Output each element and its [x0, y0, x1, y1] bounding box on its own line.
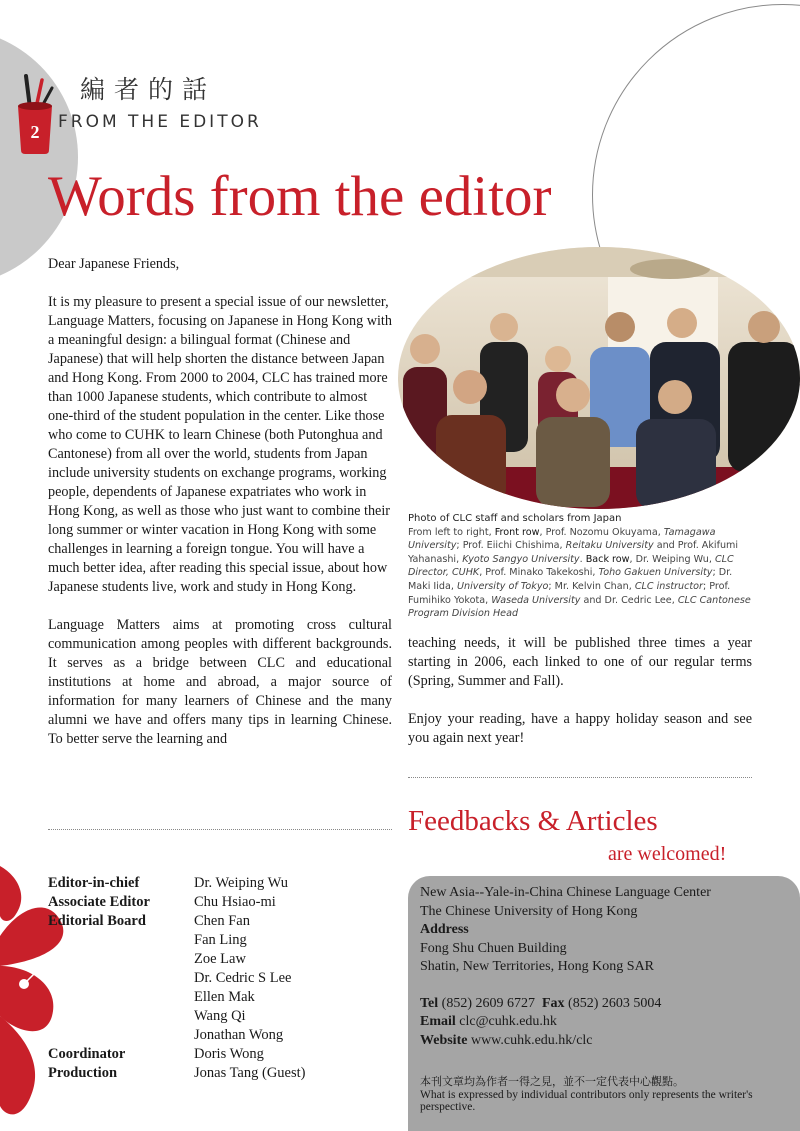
caption-text: and Dr. Cedric Lee,	[580, 594, 678, 606]
photo-caption	[408, 512, 754, 621]
staff-name: Dr. Cedric S Lee	[194, 970, 292, 986]
caption-text: and Prof. Akifumi Yahanashi,	[408, 540, 739, 565]
phone-line	[420, 995, 782, 1014]
staff-name: Zoe Law	[194, 951, 246, 967]
fax-label: Fax	[541, 995, 565, 1011]
caption-text: ; Mr. Kelvin Chan,	[548, 580, 635, 592]
tel-value: (852) 2609 6727	[441, 995, 535, 1011]
disclaimer	[420, 1076, 780, 1113]
article-paragraph-3: Enjoy your reading, have a happy holiday season and see you again next year!	[408, 711, 752, 746]
page-headline: Words from the editor	[48, 165, 552, 228]
article-paragraph-2-end: teaching needs, it will be published three times a year starting in 2006, each linked to one of our regular terms (Spring, Summer and Fall).	[408, 635, 752, 689]
greeting: Dear Japanese Friends,	[48, 256, 180, 272]
caption-text: , Prof. Minako Takekoshi,	[479, 567, 599, 579]
role-label: Associate Editor	[48, 894, 150, 910]
role-label: Editor-in-chief	[48, 875, 140, 891]
caption-affiliation: Waseda University	[491, 594, 581, 606]
feedback-heading: Feedbacks & Articles	[408, 805, 658, 837]
contact-panel	[408, 876, 800, 1131]
caption-affiliation: CLC instructor	[634, 580, 703, 592]
address-building: Fong Shu Chuen Building	[420, 940, 567, 956]
caption-affiliation: Kyoto Sangyo University	[462, 553, 580, 565]
photo-caption-title: Photo of CLC staff and scholars from Japan	[408, 513, 622, 524]
staff-name: Wang Qi	[194, 1008, 246, 1024]
right-divider	[408, 777, 752, 778]
photo-caption-body	[408, 526, 754, 621]
role-spacer	[48, 988, 150, 1007]
caption-affiliation: CLC Director, CUHK	[408, 553, 734, 579]
editorial-names	[194, 874, 305, 1083]
role-label: Coordinator	[48, 1046, 126, 1062]
grey-corner-disc	[0, 28, 78, 286]
email-line	[420, 1013, 782, 1032]
caption-back-row-label: Back row	[585, 553, 630, 565]
role-label: Editorial Board	[48, 913, 146, 929]
page-number: 2	[30, 122, 40, 142]
staff-name: Fan Ling	[194, 932, 247, 948]
caption-affiliation: Reitaku University	[565, 540, 654, 552]
left-divider	[48, 829, 392, 830]
website-link[interactable]: www.cuhk.edu.hk/clc	[470, 1032, 593, 1048]
caption-text: , Dr. Weiping Wu,	[629, 553, 715, 565]
caption-affiliation: Toho Gakuen University	[598, 567, 713, 579]
editorial-roles	[48, 874, 150, 1083]
disclaimer-english: What is expressed by individual contributors only represents the writer's perspective.	[420, 1089, 753, 1113]
caption-front-row-label: Front row	[494, 526, 540, 538]
address-region: Shatin, New Territories, Hong Kong SAR	[420, 959, 655, 974]
fax-value: (852) 2603 5004	[568, 995, 662, 1011]
caption-text: ; Dr. Maki Iida,	[408, 567, 733, 592]
staff-name: Jonas Tang (Guest)	[194, 1065, 306, 1081]
staff-name: Chu Hsiao-mi	[194, 894, 276, 910]
website-label: Website	[420, 1032, 468, 1048]
role-spacer	[48, 1026, 150, 1045]
caption-text: From left to right,	[408, 526, 495, 538]
feedback-subheading: are welcomed!	[608, 843, 727, 865]
article-left-column	[48, 255, 392, 768]
section-label: FROM THE EDITOR	[58, 112, 262, 132]
center-name: New Asia--Yale-in-China Chinese Language Center	[420, 885, 711, 900]
staff-name: Ellen Mak	[194, 989, 255, 1005]
article-paragraph-2-start: Language Matters aims at promoting cross cultural communication among peoples with different backgrounds. It serves as a bridge between CLC and educational institutions at home and abroad, a major source of information for many learners of Chinese and the many alumni we have and offers many tips in learning Chinese. To better serve the learning and	[48, 617, 392, 747]
email-label: Email	[420, 1014, 456, 1029]
caption-affiliation: CLC Cantonese Program Division Head	[408, 594, 751, 620]
caption-text: ; Prof. Eiichi Chishima,	[456, 540, 566, 552]
role-label: Production	[48, 1065, 118, 1081]
disclaimer-chinese: 本刊文章均為作者一得之見，並不一定代表中心觀點。	[420, 1075, 684, 1088]
role-spacer	[48, 969, 150, 988]
brush-pot-icon	[12, 72, 58, 156]
caption-text: .	[579, 553, 586, 565]
group-photo	[398, 247, 800, 509]
chinese-section-title: 編者的話	[80, 75, 217, 104]
article-paragraph-1: It is my pleasure to present a special issue of our newsletter, Language Matters, focusing on Japanese in Hong Kong with a meaningful design: a bilingual format (Chinese and Japanese) that will help shorten the distance between Japan and Hong Kong. From 2000 to 2004, CLC has trained more than 1000 Japanese students, which contribute to almost one-third of the student population in the center. Like those who come to CUHK to learn Chinese (both Putonghua and Cantonese) from all over the world, students from Japan include university students on exchange programs, working people, dependents of Japanese expatriates who work in Hong Kong, as well as those who just want to combine their long summer or winter vacation in Hong Kong with some challenges in learning a foreign tongue. You will have a much better idea, after reading this special issue, about how Japanese students live, work and study in Hong Kong.	[48, 294, 392, 595]
role-spacer	[48, 1007, 150, 1026]
staff-name: Dr. Weiping Wu	[194, 875, 288, 891]
staff-name: Jonathan Wong	[194, 1027, 284, 1043]
tel-label: Tel	[420, 995, 439, 1011]
university-name: The Chinese University of Hong Kong	[420, 903, 638, 919]
role-spacer	[48, 950, 150, 969]
role-spacer	[48, 931, 150, 950]
website-line	[420, 1032, 782, 1051]
caption-text: , Prof. Nozomu Okuyama,	[539, 526, 664, 538]
staff-name: Chen Fan	[194, 913, 250, 929]
article-right-column	[408, 634, 752, 767]
caption-affiliation: Tamagawa University	[408, 526, 716, 552]
caption-affiliation: University of Tokyo	[457, 580, 549, 592]
caption-text: ; Prof. Fumihiko Yokota,	[408, 580, 731, 606]
email-link[interactable]: clc@cuhk.edu.hk	[459, 1014, 557, 1029]
staff-name: Doris Wong	[194, 1046, 264, 1062]
address-label: Address	[420, 922, 469, 937]
